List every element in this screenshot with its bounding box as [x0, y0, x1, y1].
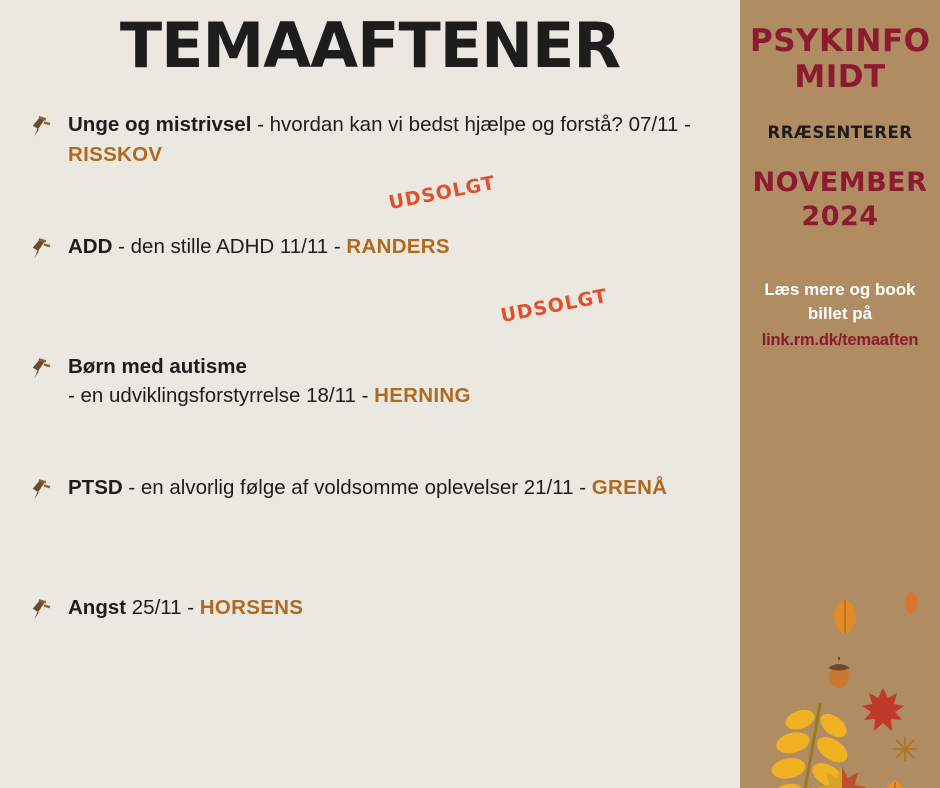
event-text	[68, 593, 710, 623]
event-title: Unge og mistrivsel	[68, 113, 252, 137]
event-text	[68, 352, 710, 411]
booking-link[interactable]: link.rm.dk/temaaften	[761, 331, 919, 350]
pushpin-icon	[28, 475, 54, 501]
compound-leaf-icon	[762, 696, 858, 788]
leaf-icon	[828, 596, 862, 636]
year-label: 2024	[801, 201, 879, 233]
brand-line-1: PSYKINFO	[750, 23, 931, 59]
event-location: HERNING	[374, 384, 471, 408]
event-title: PTSD	[68, 476, 123, 500]
event-title: Børn med autisme	[68, 354, 247, 378]
event-description: - en udviklingsforstyrrelse 18/11 -	[68, 384, 375, 408]
event-description: - den stille ADHD 11/11 -	[112, 234, 347, 258]
pushpin-icon	[28, 595, 54, 621]
month-label: NOVEMBER	[752, 167, 928, 199]
event-text	[68, 232, 710, 262]
presents-label: RRÆSENTERER	[767, 123, 913, 143]
brand-name	[750, 24, 930, 95]
event-text	[68, 473, 710, 503]
pushpin-icon	[28, 234, 54, 260]
booking-text: Læs mere og book billet på	[764, 279, 916, 324]
list-item[interactable]	[0, 352, 740, 411]
page-title: TEMAAFTENER	[119, 9, 621, 82]
star-leaf-icon	[890, 734, 920, 764]
pushpin-icon	[28, 354, 54, 380]
event-title: Angst	[68, 596, 127, 620]
event-list	[0, 110, 740, 651]
poster-sidebar	[740, 0, 940, 788]
event-location: HORSENS	[199, 596, 304, 620]
list-item[interactable]	[0, 110, 740, 169]
status-badge-soldout: UDSOLGT	[498, 284, 610, 328]
event-description: - en alvorlig følge af voldsomme oplevelser 21/11 -	[122, 476, 592, 500]
maple-leaf-icon	[814, 764, 870, 788]
event-description: 25/11 -	[126, 596, 200, 620]
brand-line-2: MIDT	[794, 58, 886, 95]
leaf-icon	[902, 590, 920, 614]
list-item[interactable]	[0, 593, 740, 651]
event-text	[68, 110, 710, 169]
autumn-leaves-decoration	[740, 448, 940, 788]
event-description: - hvordan kan vi bedst hjælpe og forstå? 07/11 -	[251, 113, 691, 137]
list-item[interactable]	[0, 232, 740, 290]
event-title: ADD	[68, 234, 113, 258]
list-item[interactable]	[0, 473, 740, 531]
acorn-icon	[824, 656, 854, 690]
event-location: RISSKOV	[68, 142, 163, 166]
event-location: RANDERS	[346, 234, 450, 258]
leaf-icon	[878, 778, 912, 788]
pushpin-icon	[28, 112, 54, 138]
status-badge-soldout: UDSOLGT	[386, 171, 498, 215]
maple-leaf-icon	[860, 686, 906, 736]
event-location: GRENÅ	[591, 476, 668, 500]
